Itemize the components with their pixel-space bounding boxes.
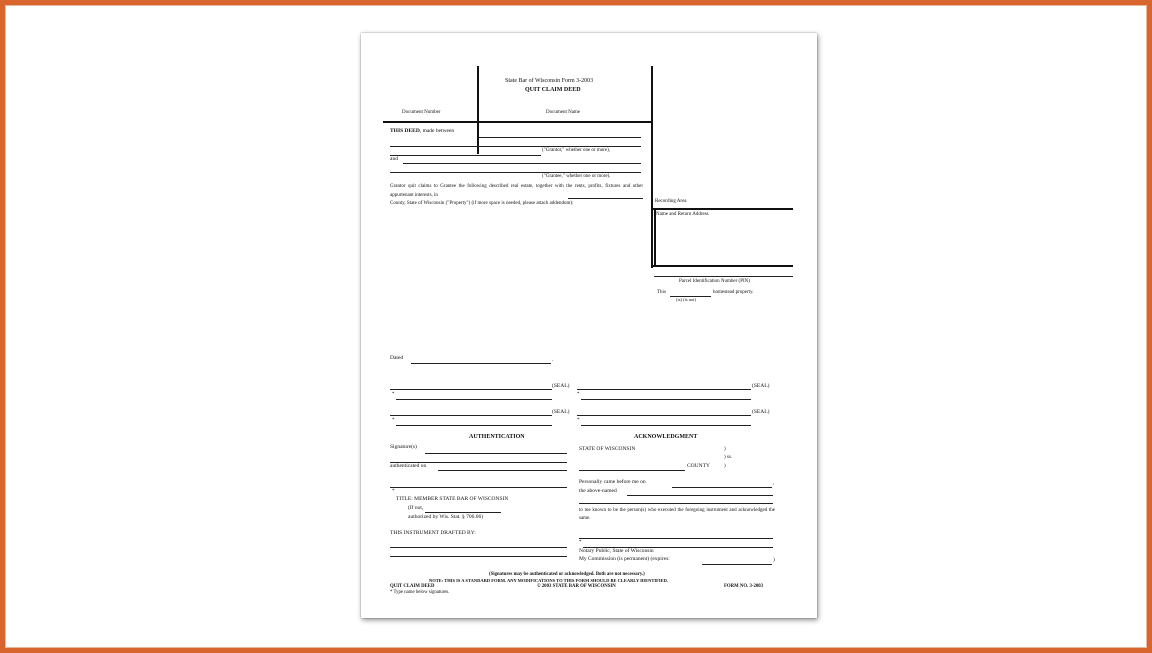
signature-line-1[interactable]: [390, 389, 552, 390]
grantor-line-1[interactable]: [479, 137, 641, 138]
recording-rule-bottom: [652, 265, 793, 267]
authenticated-on-line[interactable]: [438, 470, 567, 471]
authenticated-on-label: authenticated on: [390, 463, 427, 469]
asterisk-1: *: [392, 392, 395, 397]
standard-form-note: NOTE: THIS IS A STANDARD FORM. ANY MODIFICATIONS TO THIS FORM SHOULD BE CLEARLY IDENTIFIED.: [429, 578, 669, 583]
pin-label: Parcel Identification Number (PIN): [679, 279, 750, 284]
signatures-note: (Signatures may be authenticated or acknowledged. Both are not necessary.): [489, 572, 645, 577]
footer-right: FORM NO. 3-2003: [724, 584, 764, 589]
conveyance-text: Grantor quit claims to Grantee the following described real estate, together with the rents, profits, fixtures and other appurtenant interests, in: [390, 184, 643, 198]
to-me-known-text: to me known to be the person(s) who executed the foregoing instrument and acknowledged the same.: [579, 508, 775, 521]
homestead-text: homestead property.: [713, 290, 754, 295]
notary-signature-line[interactable]: [579, 538, 773, 539]
asterisk-2: *: [577, 392, 580, 397]
signature-line-4[interactable]: [577, 415, 751, 416]
above-named-line[interactable]: [627, 495, 773, 496]
is-not-label: (is) (is not): [676, 297, 696, 302]
return-box-left: [654, 208, 656, 267]
document-number-label: Document Number: [402, 110, 441, 115]
personally-came-label: Personally came before me on: [579, 479, 646, 485]
if-not-line[interactable]: [425, 512, 501, 513]
state-of-wisconsin-label: STATE OF WISCONSIN: [579, 446, 636, 452]
grantor-line-2[interactable]: [390, 146, 641, 147]
paren-1: ): [724, 447, 726, 452]
paren-close: ): [773, 557, 775, 563]
title-member-label: TITLE: MEMBER STATE BAR OF WISCONSIN: [396, 496, 509, 502]
asterisk-4: *: [577, 418, 580, 423]
notary-label: Notary Public, State of Wisconsin: [579, 548, 654, 554]
dated-line[interactable]: [411, 363, 551, 364]
county-name-line[interactable]: [579, 470, 685, 471]
seal-label-3: (SEAL): [552, 409, 570, 415]
drafted-by-line-2[interactable]: [390, 556, 567, 557]
document-name-label: Document Name: [546, 110, 581, 115]
grantee-line-2[interactable]: [390, 172, 641, 173]
drafted-by-label: THIS INSTRUMENT DRAFTED BY:: [390, 530, 476, 536]
recording-rule-top: [652, 208, 793, 210]
asterisk-3: *: [392, 418, 395, 423]
grantee-note: ("Grantee," whether one or more).: [542, 174, 611, 179]
above-named-label: the above-named: [579, 488, 617, 494]
recording-area-label: Recording Area: [655, 199, 687, 204]
header-right-divider: [651, 66, 653, 268]
this-label: This: [657, 290, 666, 295]
personally-came-line[interactable]: [672, 487, 772, 488]
authenticator-signature-line[interactable]: [390, 487, 567, 488]
authorized-by-label: authorized by Wis. Stat. § 706.06): [408, 514, 484, 520]
typed-name-line-1[interactable]: [396, 399, 552, 400]
if-not-label: (If not,: [408, 505, 424, 511]
footer-left: QUIT CLAIM DEED: [390, 584, 435, 589]
commission-line[interactable]: [702, 564, 772, 565]
form-header-line1: State Bar of Wisconsin Form 3-2003: [505, 78, 594, 84]
county-label: COUNTY: [687, 463, 710, 469]
return-address-label: Name and Return Address: [656, 212, 709, 217]
paren-2: ): [724, 464, 726, 469]
form-title: QUIT CLAIM DEED: [525, 87, 581, 93]
signature-line-2[interactable]: [577, 389, 751, 390]
seal-label-1: (SEAL): [552, 383, 570, 389]
header-bottom-rule: [383, 121, 652, 123]
seal-label-2: (SEAL): [752, 383, 770, 389]
asterisk-5: *: [392, 489, 395, 494]
header-left-divider: [477, 66, 479, 154]
pin-line[interactable]: [654, 276, 793, 277]
grantor-note: ("Grantor," whether one or more),: [542, 148, 611, 153]
signature-line-3[interactable]: [390, 415, 552, 416]
drafted-by-line-1[interactable]: [390, 547, 567, 548]
footer-center: © 2003 STATE BAR OF WISCONSIN: [537, 584, 616, 589]
authentication-heading: AUTHENTICATION: [469, 434, 525, 440]
county-line[interactable]: [568, 198, 643, 199]
this-deed-label: THIS DEED, made between: [390, 128, 455, 134]
type-name-note: * Type name below signatures.: [390, 590, 450, 595]
signatures-label: Signature(s): [390, 444, 417, 450]
comma-label: ,: [773, 480, 775, 486]
asterisk-6: *: [579, 540, 582, 545]
grantee-line-1[interactable]: [403, 163, 641, 164]
signatures-line[interactable]: [425, 453, 567, 454]
my-commission-label: My Commission (is permanent) (expires:: [579, 556, 670, 562]
grantor-line-3[interactable]: [390, 155, 541, 156]
dated-label: Dated: [390, 355, 404, 361]
above-named-line-2[interactable]: [579, 503, 773, 504]
county-text: County, State of Wisconsin ("Property") (if more space is needed, please attach addendum):: [390, 201, 574, 206]
ss-label: ) ss.: [724, 455, 733, 460]
dated-period: .: [552, 357, 554, 363]
document-page: [361, 33, 817, 618]
typed-name-line-2[interactable]: [581, 399, 751, 400]
typed-name-line-4[interactable]: [581, 425, 751, 426]
and-label: and: [390, 156, 398, 162]
typed-name-line-3[interactable]: [396, 425, 552, 426]
acknowledgment-heading: ACKNOWLEDGMENT: [634, 434, 698, 440]
seal-label-4: (SEAL): [752, 409, 770, 415]
